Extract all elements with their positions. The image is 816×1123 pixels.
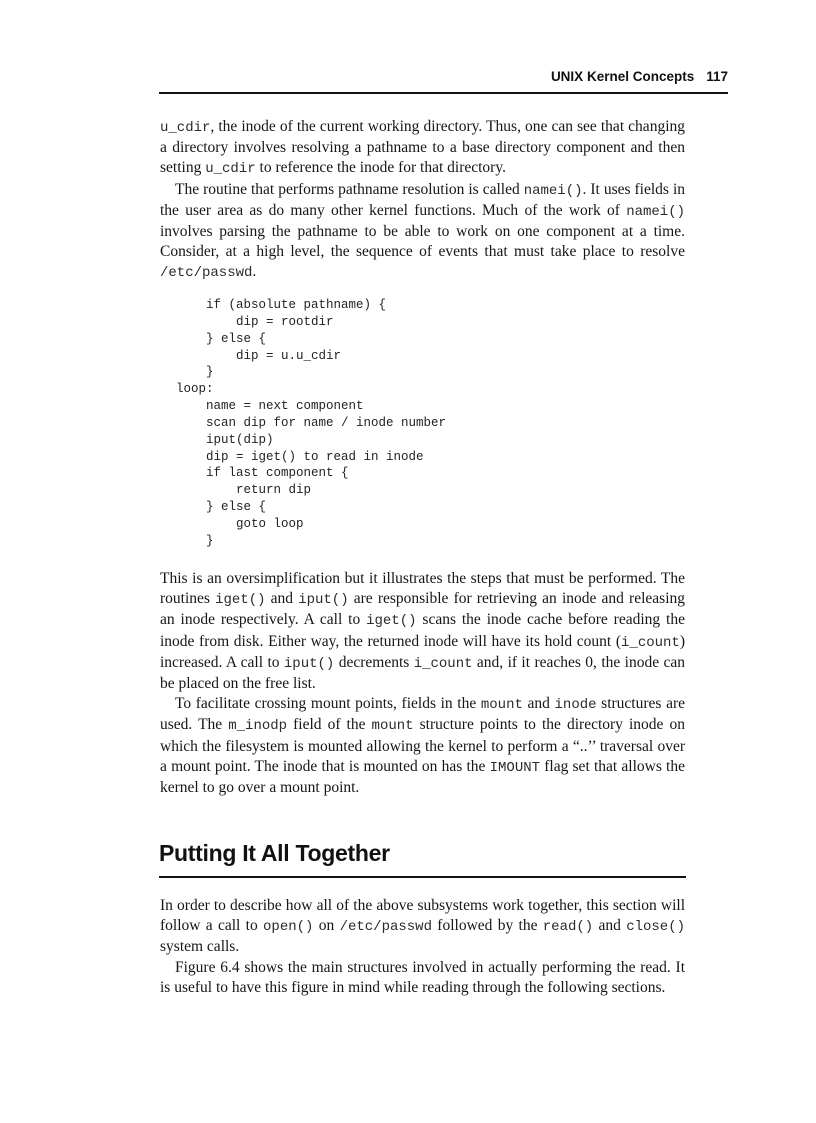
running-title: UNIX Kernel Concepts [550, 69, 695, 84]
code-inode: inode [554, 697, 597, 714]
paragraph-figure-ref: Figure 6.4 shows the main structures involved in actually performing the read. It is useful to have this figure in mind while reading through the following sections. [160, 958, 685, 996]
pseudocode-listing: if (absolute pathname) { dip = rootdir } else { dip = u.u_cdir } loop: name = next component scan dip for name / inode number iput(dip) dip = iget() to read in inode if last component { return dip } else { goto loop } [176, 298, 447, 548]
paragraph-text: decrements [334, 653, 414, 671]
code-namei: namei() [523, 182, 583, 199]
code-iget: iget() [366, 613, 417, 630]
code-mount: mount [480, 697, 523, 714]
paragraph-text: system calls. [160, 938, 240, 956]
code-iput: iput() [298, 592, 349, 609]
paragraph-text: and [265, 590, 299, 608]
paragraph-namei [160, 180, 685, 284]
paragraph-text: flag set that allows the kernel to go over a mount point. [160, 757, 685, 797]
text-block-bottom [160, 896, 685, 998]
code-mount: mount [371, 718, 414, 735]
paragraph-text: to reference the inode for that directory. [255, 159, 506, 177]
section-rule [159, 876, 686, 878]
code-u-cdir: u_cdir [160, 120, 211, 136]
paragraph-text: field of the [287, 716, 372, 734]
code-imount: IMOUNT [489, 759, 541, 776]
paragraph-text: and [593, 917, 627, 935]
paragraph-intro [160, 896, 685, 958]
paragraph-mount-points [160, 694, 685, 798]
paragraph-text: structures are used. The [160, 695, 685, 734]
code-i-count: i_count [413, 655, 473, 672]
code-namei: namei() [626, 203, 685, 220]
paragraph-text: involves parsing the pathname to be able to work on one component at a time. Consider, at a high level, the sequence of events that must take place to resolve [160, 223, 685, 261]
code-i-count: i_count [621, 634, 680, 651]
paragraph-text: ) increased. A call to [160, 632, 685, 671]
paragraph-text: . [252, 263, 257, 281]
code-path: /etc/passwd [160, 265, 253, 282]
code-path: /etc/passwd [339, 919, 432, 936]
paragraph-text: This is an oversimplification but it illustrates the steps that must be performed. The routines [160, 570, 685, 608]
code-close: close() [626, 919, 685, 936]
header-rule [159, 92, 728, 94]
code-m-inodp: m_inodp [228, 718, 288, 735]
code-u-cdir: u_cdir [205, 161, 256, 178]
paragraph-text: . It uses fields in the user area as do many other kernel functions. Much of the work of [160, 180, 686, 219]
code-open: open() [263, 919, 314, 936]
paragraph-text: are responsible for retrieving an inode and releasing an inode respectively. A call to [160, 590, 686, 629]
paragraph-text: To facilitate crossing mount points, fields in the [175, 695, 481, 713]
paragraph-text: structure points to the directory inode on which the filesystem is mounted allowing the kernel to perform a “..’’ traversal over a mount point. The inode that is mounted on has the [160, 716, 685, 775]
paragraph-text: on [313, 917, 340, 935]
paragraph-text: In order to describe how all of the above subsystems work together, this section will follow a call to [160, 897, 685, 935]
paragraph-text: scans the inode cache before reading the inode from disk. Either way, the returned inode will have its hold count ( [160, 611, 685, 650]
paragraph-u-cdir [160, 117, 685, 180]
paragraph-iget-iput [160, 569, 685, 694]
text-block-top [160, 117, 685, 284]
paragraph-text: followed by the [431, 917, 543, 935]
running-header [160, 69, 728, 84]
code-iput: iput() [283, 655, 335, 672]
text-block-middle [160, 569, 685, 798]
paragraph-text: The routine that performs pathname resolution is called [175, 180, 524, 198]
code-iget: iget() [215, 592, 266, 609]
paragraph-text: and [522, 695, 555, 713]
paragraph-text: and, if it reaches 0, the inode can be placed on the free list. [160, 653, 685, 693]
page-number: 117 [706, 69, 728, 84]
code-read: read() [542, 919, 594, 936]
section-heading: Putting It All Together [159, 840, 390, 866]
paragraph-text: , the inode of the current working directory. Thus, one can see that changing a directory involves resolving a pathname to a base directory component and then setting [160, 118, 685, 177]
